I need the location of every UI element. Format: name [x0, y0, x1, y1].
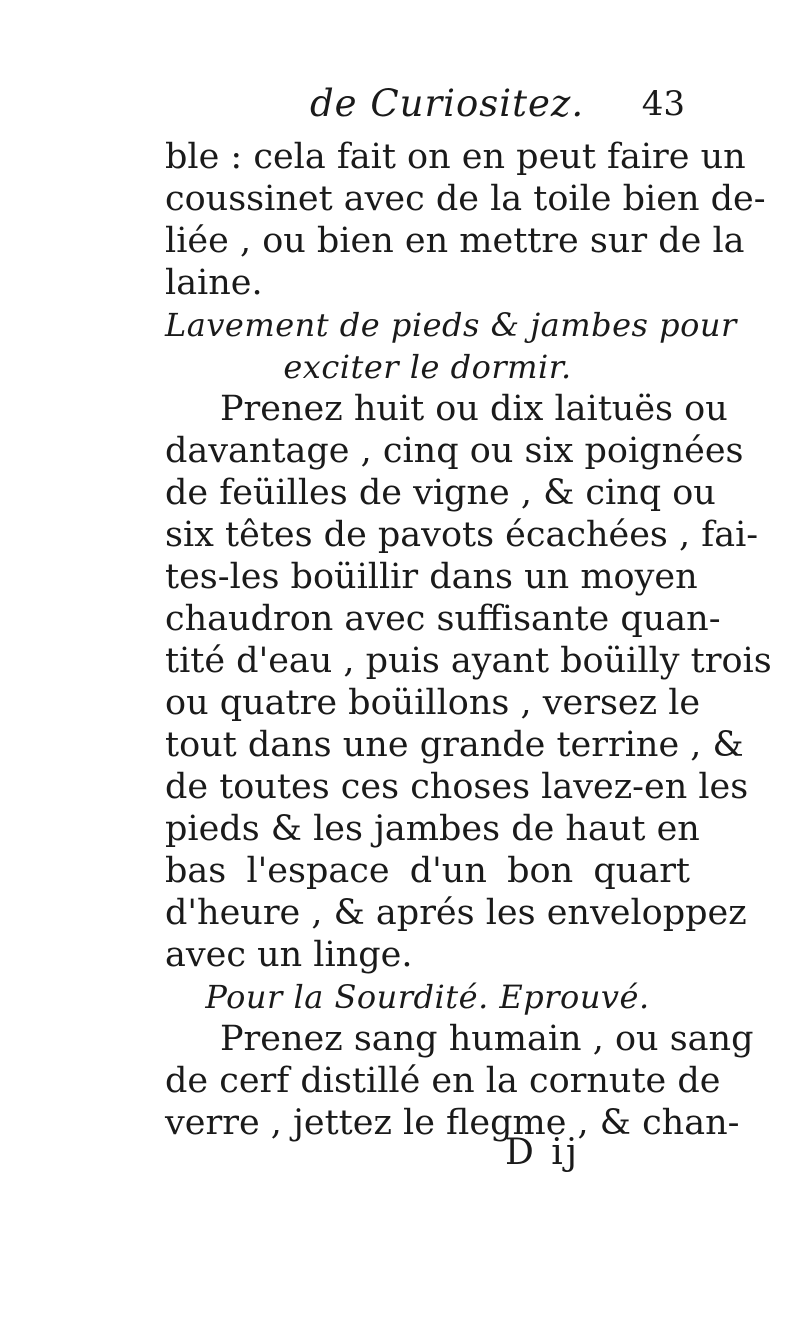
section-title-continued: exciter le dormir.	[283, 348, 572, 386]
text-line: Prenez huit ou dix laituës ou	[220, 389, 728, 429]
text-line: d'heure , & aprés les enveloppez	[165, 893, 747, 933]
text-line: chaudron avec suffisante quan-	[165, 599, 721, 639]
section-title: Lavement de pieds & jambes pour	[165, 306, 737, 344]
text-line: tité d'eau , puis ayant boüilly trois	[165, 641, 772, 681]
text-line: liée , ou bien en mettre sur de la	[165, 221, 745, 261]
signature-mark: D ij	[505, 1132, 580, 1173]
text-line: ou quatre boüillons , versez le	[165, 683, 701, 723]
text-line: verre , jettez le flegme , & chan-	[165, 1103, 740, 1143]
text-line: six têtes de pavots écachées , fai-	[165, 515, 759, 555]
page-number: 43	[641, 84, 685, 124]
text-line: Prenez sang humain , ou sang	[220, 1019, 754, 1059]
text-line: pieds & les jambes de haut en	[165, 809, 700, 849]
text-line: de cerf distillé en la cornute de	[165, 1061, 721, 1101]
text-line: tes-les boüillir dans un moyen	[165, 557, 698, 597]
text-line: tout dans une grande terrine , &	[165, 725, 744, 765]
running-title: de Curiositez.	[310, 82, 585, 125]
text-line: avec un linge.	[165, 935, 413, 975]
text-line: de feüilles de vigne , & cinq ou	[165, 473, 716, 513]
page-header	[160, 82, 685, 132]
text-line: laine.	[165, 263, 263, 303]
text-line: davantage , cinq ou six poignées	[165, 431, 744, 471]
section-title: Pour la Sourdité. Eprouvé.	[205, 978, 650, 1016]
text-line: ble : cela fait on en peut faire un	[165, 137, 746, 177]
text-line: de toutes ces choses lavez-en les	[165, 767, 749, 807]
text-line: bas l'espace d'un bon quart	[165, 851, 690, 891]
text-line: coussinet avec de la toile bien de-	[165, 179, 766, 219]
